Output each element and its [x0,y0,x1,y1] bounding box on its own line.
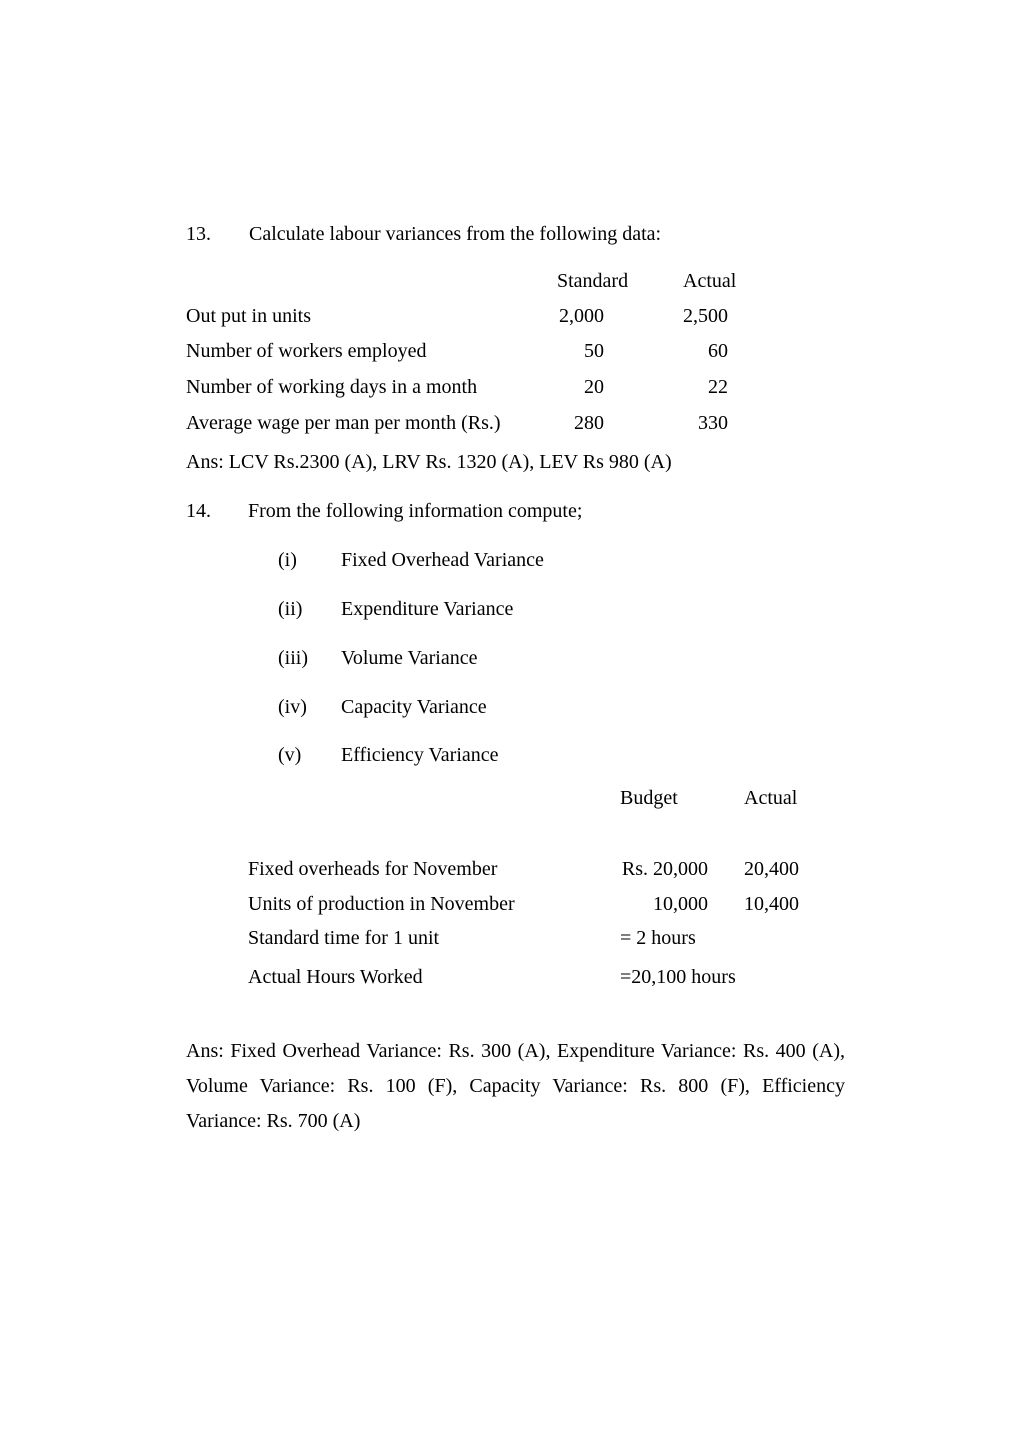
actual-value: 330 [698,412,728,434]
row-label: Out put in units [186,305,312,327]
column-header-budget: Budget [620,787,678,809]
budget-value: Rs. 20,000 [621,858,708,880]
actual-value: 22 [708,376,728,398]
question-number: 14. [186,500,211,522]
row-label: Average wage per man per month (Rs.) [186,412,501,434]
row-label: Units of production in November [248,893,515,915]
row-label: Fixed overheads for November [248,858,498,880]
list-item-label: Efficiency Variance [341,744,499,766]
standard-value: 2,000 [559,305,604,327]
answer-text: Ans: LCV Rs.2300 (A), LRV Rs. 1320 (A), LEV Rs 980 (A) [186,451,672,473]
standard-value: 50 [584,340,604,362]
question-text: Calculate labour variances from the following data: [249,223,662,245]
list-item-label: Volume Variance [341,647,478,669]
answer-line: Variance: Rs. 700 (A) [186,1110,361,1132]
list-item-label: Fixed Overhead Variance [341,549,544,571]
actual-value: 2,500 [683,305,728,327]
list-item-label: Capacity Variance [341,696,487,718]
list-item-label: Expenditure Variance [341,598,514,620]
question-text: From the following information compute; [248,500,583,522]
budget-value: 10,000 [653,893,708,915]
budget-value: = 2 hours [620,927,696,949]
actual-value: 60 [708,340,728,362]
standard-value: 280 [574,412,604,434]
answer-line: Ans: Fixed Overhead Variance: Rs. 300 (A), Expenditure Variance: Rs. 400 (A), [186,1040,845,1062]
list-item-number: (i) [278,549,297,571]
column-header-actual: Actual [683,270,737,292]
actual-value: 10,400 [744,893,799,915]
list-item-number: (iii) [278,647,308,669]
row-label: Number of working days in a month [186,376,478,398]
actual-value: 20,400 [744,858,799,880]
row-label: Number of workers employed [186,340,427,362]
row-label: Actual Hours Worked [248,966,423,988]
list-item-number: (ii) [278,598,303,620]
column-header-actual: Actual [744,787,798,809]
standard-value: 20 [584,376,604,398]
answer-line: Volume Variance: Rs. 100 (F), Capacity Variance: Rs. 800 (F), Efficiency [186,1075,845,1097]
column-header-standard: Standard [557,270,629,292]
list-item-number: (iv) [278,696,307,718]
row-label: Standard time for 1 unit [248,927,440,949]
budget-value: =20,100 hours [620,966,736,988]
list-item-number: (v) [278,744,302,766]
question-number: 13. [186,223,211,245]
